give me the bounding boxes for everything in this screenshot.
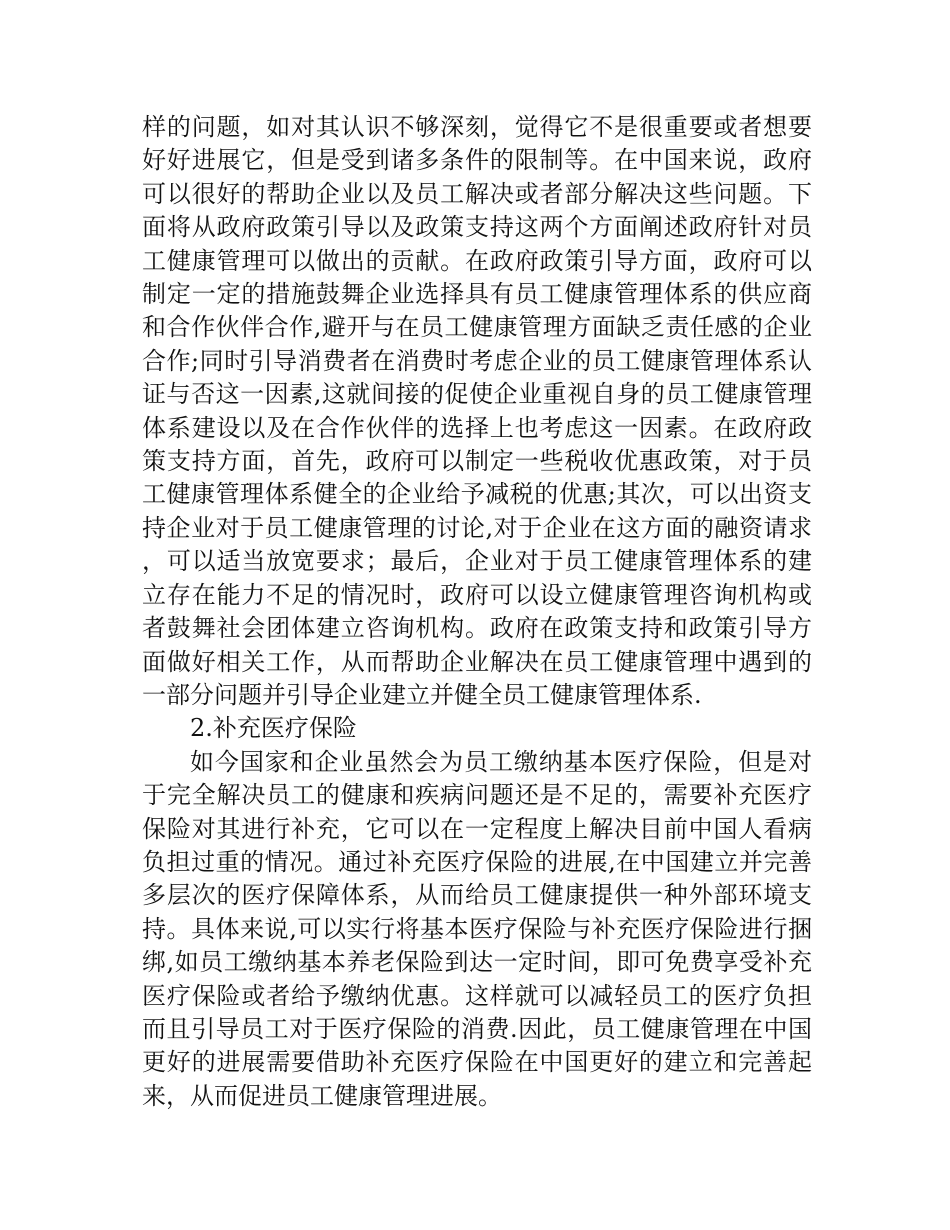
paragraph-supplementary-insurance: 如今国家和企业虽然会为员工缴纳基本医疗保险，但是对于完全解决员工的健康和疾病问题还是不足的，需要补充医疗保险对其进行补充，它可以在一定程度上解决目前中国人看病负担过重的情况。通过补充医疗保险的进展,在中国建立并完善多层次的医疗保障体系，从而给员工健康提供一种外部环境支持。具体来说,可以实行将基本医疗保险与补充医疗保险进行捆绑,如员工缴纳基本养老保险到达一定时间，即可免费享受补充医疗保险或者给予缴纳优惠。这样就可以减轻员工的医疗负担而且引导员工对于医疗保险的消费.因此，员工健康管理在中国更好的进展需要借助补充医疗保险在中国更好的建立和完善起来，从而促进员工健康管理进展。: [142, 747, 812, 1110]
document-body: [142, 111, 812, 1113]
paragraph-government-policy: 样的问题，如对其认识不够深刻，觉得它不是很重要或者想要好好进展它，但是受到诸多条件的限制等。在中国来说，政府可以很好的帮助企业以及员工解决或者部分解决这些问题。下面将从政府政策引导以及政策支持这两个方面阐述政府针对员工健康管理可以做出的贡献。在政府政策引导方面，政府可以制定一定的措施鼓舞企业选择具有员工健康管理体系的供应商和合作伙伴合作,避开与在员工健康管理方面缺乏责任感的企业合作;同时引导消费者在消费时考虑企业的员工健康管理体系认证与否这一因素,这就间接的促使企业重视自身的员工健康管理体系建设以及在合作伙伴的选择上也考虑这一因素。在政府政策支持方面，首先，政府可以制定一些税收优惠政策，对于员工健康管理体系健全的企业给予减税的优惠;其次，可以出资支持企业对于员工健康管理的讨论,对于企业在这方面的融资请求，可以适当放宽要求；最后，企业对于员工健康管理体系的建立存在能力不足的情况时，政府可以设立健康管理咨询机构或者鼓舞社会团体建立咨询机构。政府在政策支持和政策引导方面做好相关工作，从而帮助企业解决在员工健康管理中遇到的一部分问题并引导企业建立并健全员工健康管理体系.: [142, 113, 812, 709]
section-heading-supplementary-insurance: 2.补充医疗保险: [190, 714, 357, 743]
